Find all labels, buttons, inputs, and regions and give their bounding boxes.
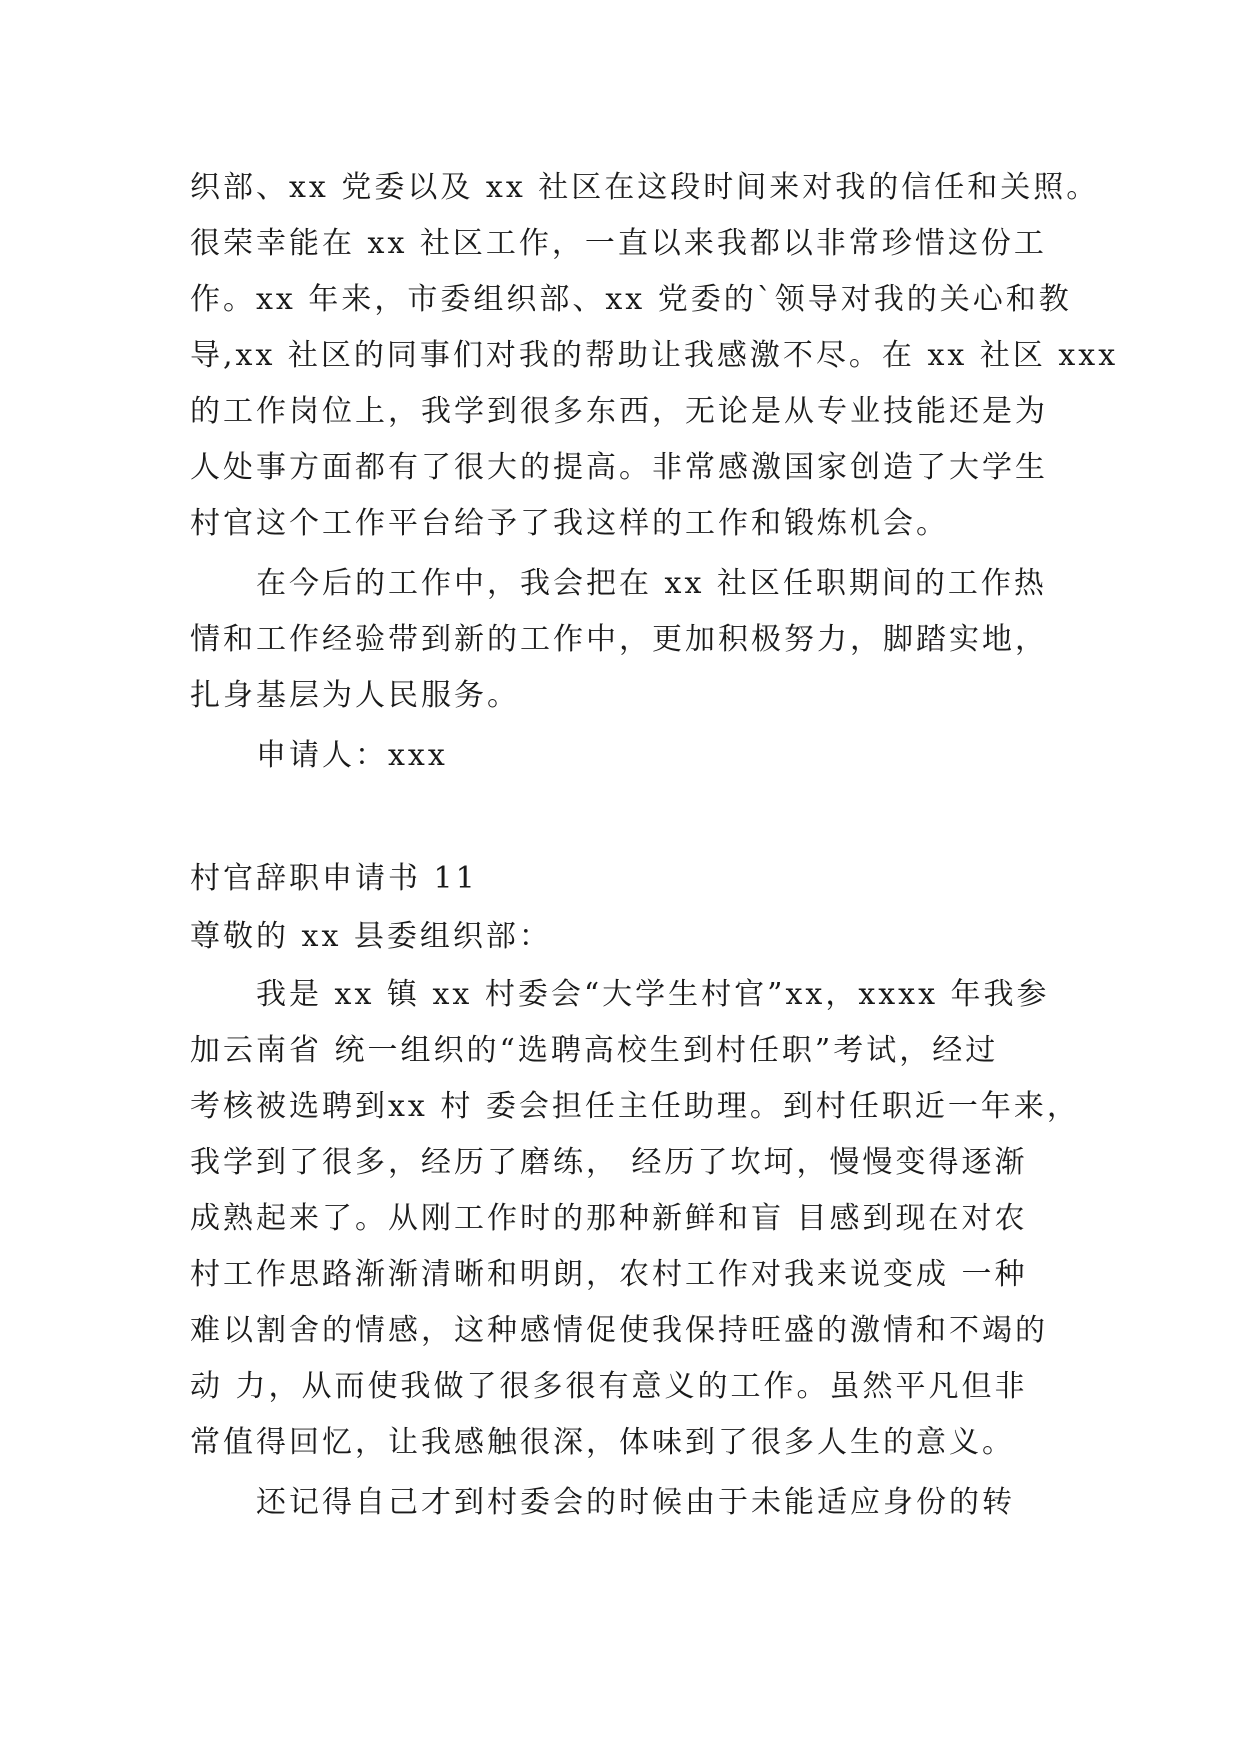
text-line: 作。xx 年来，市委组织部、xx 党委的`领导对我的关心和教 <box>190 282 1072 317</box>
text-line: 导,xx 社区的同事们对我的帮助让我感激不尽。在 xx 社区 xxx <box>190 338 1119 373</box>
section-title: 村官辞职申请书 11 <box>190 861 478 896</box>
text-line: 情和工作经验带到新的工作中，更加积极努力，脚踏实地， <box>190 622 1048 657</box>
text-line: 村官这个工作平台给予了我这样的工作和锻炼机会。 <box>190 506 949 541</box>
text-line: 的工作岗位上，我学到很多东西，无论是从专业技能还是为 <box>190 394 1048 429</box>
text-line: 我学到了很多，经历了磨练， 经历了坎坷，慢慢变得逐渐 <box>190 1145 1028 1180</box>
salutation: 尊敬的 xx 县委组织部： <box>190 919 552 954</box>
applicant-signature: 申请人：xxx <box>256 738 448 773</box>
text-line: 扎身基层为人民服务。 <box>190 678 520 713</box>
paragraph-start-line: 还记得自己才到村委会的时候由于未能适应身份的转 <box>256 1485 1015 1520</box>
text-line: 难以割舍的情感，这种感情促使我保持旺盛的激情和不竭的 <box>190 1313 1048 1348</box>
text-line: 加云南省 统一组织的“选聘高校生到村任职”考试，经过 <box>190 1033 999 1068</box>
text-line: 考核被选聘到xx 村 委会担任主任助理。到村任职近一年来， <box>190 1089 1080 1124</box>
text-line: 很荣幸能在 xx 社区工作，一直以来我都以非常珍惜这份工 <box>190 226 1047 261</box>
text-line: 村工作思路渐渐清晰和明朗，农村工作对我来说变成 一种 <box>190 1257 1028 1292</box>
text-line: 成熟起来了。从刚工作时的那种新鲜和盲 目感到现在对农 <box>190 1201 1028 1236</box>
text-line: 织部、xx 党委以及 xx 社区在这段时间来对我的信任和关照。 <box>190 170 1100 205</box>
text-line: 动 力，从而使我做了很多很有意义的工作。虽然平凡但非 <box>190 1369 1028 1404</box>
text-line: 常值得回忆，让我感触很深，体味到了很多人生的意义。 <box>190 1425 1015 1460</box>
paragraph-start-line: 在今后的工作中，我会把在 xx 社区任职期间的工作热 <box>256 566 1047 601</box>
text-line: 人处事方面都有了很大的提高。非常感激国家创造了大学生 <box>190 450 1048 485</box>
paragraph-start-line: 我是 xx 镇 xx 村委会“大学生村官”xx，xxxx 年我参 <box>256 977 1050 1012</box>
